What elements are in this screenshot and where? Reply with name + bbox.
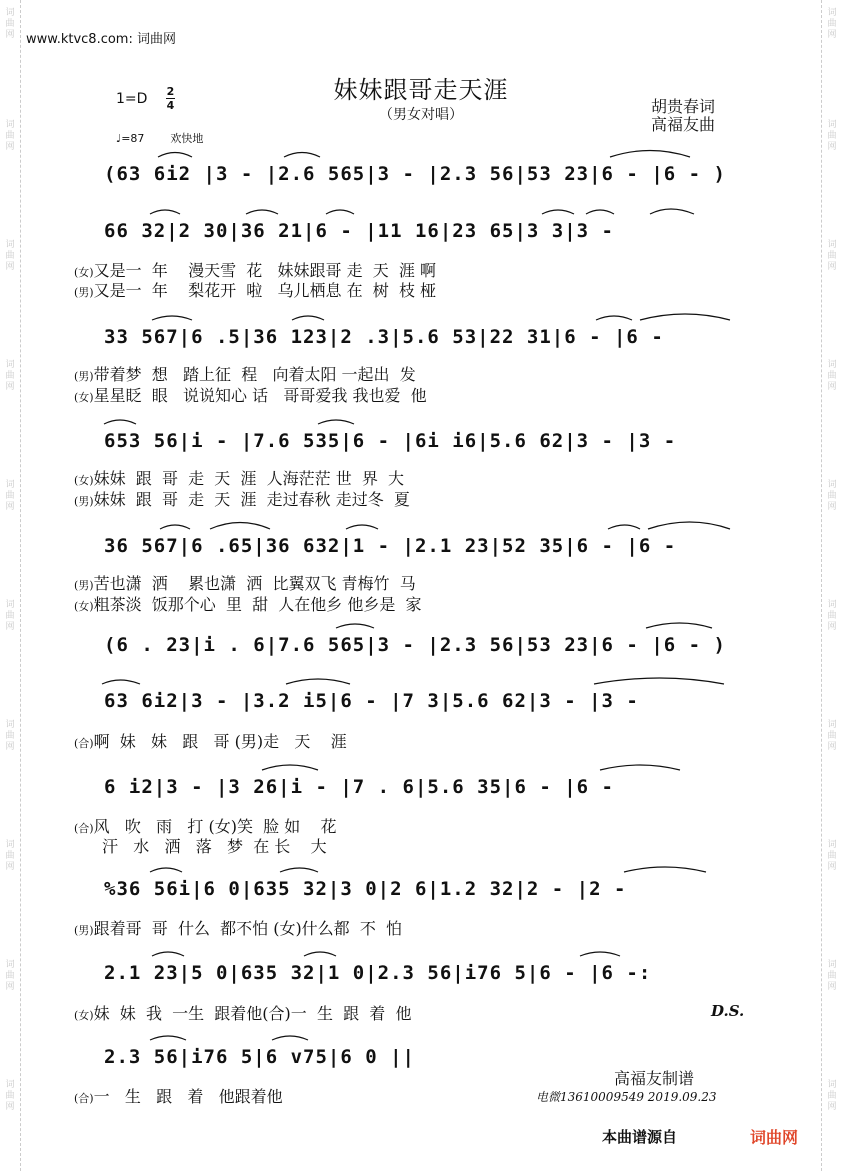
watermark: 词曲网 [827, 960, 837, 992]
watermark: 词曲网 [827, 840, 837, 872]
lyric-text: 风 吹 雨 打 (女)笑 脸 如 花 [93, 817, 337, 836]
lyric-text: 又是一 年 梨花开 啦 乌儿栖息 在 树 枝 桠 [93, 281, 437, 300]
lyric-line [74, 916, 402, 939]
notation-text: 2.3 56|i76 5|6 v75|6 0 || [104, 1046, 415, 1068]
notation-text: (6 . 23|i . 6|7.6 565|3 - |2.3 56|53 23|6 - |6 - ) [104, 634, 726, 656]
lyric-line [74, 362, 416, 385]
transcriber: 高福友制谱 [614, 1069, 695, 1088]
meter-top: 2 [166, 85, 175, 98]
site-url: www.ktvc8.com: 词曲网 [26, 32, 176, 47]
key-signature: 1=D [116, 91, 148, 107]
lyric-line [74, 592, 422, 615]
song-subtitle: （男女对唱） [379, 107, 463, 123]
meter-bottom: 4 [166, 99, 175, 112]
tempo-mark: ♩=87 [116, 132, 145, 145]
notation-text: 36 567|6 .65|36 632|1 - |2.1 23|52 35|6 - |6 - [104, 535, 677, 557]
lyric-text: 一 生 跟 着 他跟着他 [93, 1087, 283, 1106]
lyric-line [74, 1084, 283, 1107]
lyric-text: 星星眨 眼 说说知心 话 哥哥爱我 我也爱 他 [93, 386, 427, 405]
lyric-text: 啊 妹 妹 跟 哥 (男)走 天 涯 [93, 732, 347, 751]
watermark: 词曲网 [5, 600, 15, 632]
voice-tag: (女) [74, 600, 94, 613]
lyric-text: 妹妹 跟 哥 走 天 涯 走过春秋 走过冬 夏 [93, 490, 410, 509]
lyric-line [74, 466, 404, 489]
lyric-line [74, 487, 410, 510]
dal-segno-mark: D.S. [711, 1002, 745, 1020]
watermark: 词曲网 [827, 8, 837, 40]
lyric-line [74, 1001, 411, 1024]
notation-text: 653 56|i - |7.6 535|6 - |6i i6|5.6 62|3 - |3 - [104, 430, 677, 452]
notation-text: (63 6i2 |3 - |2.6 565|3 - |2.3 56|53 23|6 - |6 - ) [104, 163, 726, 185]
notation-text: 63 6i2|3 - |3.2 i5|6 - |7 3|5.6 62|3 - |3 - [104, 690, 639, 712]
watermark: 词曲网 [827, 240, 837, 272]
notation-text: 33 567|6 .5|36 123|2 .3|5.6 53|22 31|6 - |6 - [104, 326, 664, 348]
voice-tag: (女) [74, 474, 94, 487]
lyricist: 胡贵春词 [651, 97, 716, 116]
lyric-text: 粗茶淡 饭那个心 里 甜 人在他乡 他乡是 家 [93, 595, 422, 614]
lyric-line [102, 834, 327, 857]
voice-tag: (男) [74, 495, 94, 508]
watermark: 词曲网 [5, 360, 15, 392]
voice-tag: (合) [74, 1092, 94, 1105]
lyric-text: 汗 水 洒 落 梦 在 长 大 [102, 837, 327, 856]
footer-source: 本曲谱源自 [602, 1128, 678, 1146]
lyric-line [74, 571, 416, 594]
watermark: 词曲网 [5, 240, 15, 272]
lyric-text: 带着梦 想 踏上征 程 向着太阳 一起出 发 [93, 365, 416, 384]
watermark: 词曲网 [827, 120, 837, 152]
watermark: 词曲网 [5, 120, 15, 152]
lyric-text: 又是一 年 漫天雪 花 妹妹跟哥 走 天 涯 啊 [93, 261, 437, 280]
contact-date: 电微13610009549 2019.09.23 [536, 1090, 717, 1104]
notation-text: %36 56i|6 0|635 32|3 0|2 6|1.2 32|2 - |2 - [104, 878, 627, 900]
watermark: 词曲网 [827, 720, 837, 752]
voice-tag: (男) [74, 286, 94, 299]
lyric-line [74, 383, 427, 406]
voice-tag: (合) [74, 737, 94, 750]
watermark: 词曲网 [5, 960, 15, 992]
voice-tag: (女) [74, 266, 94, 279]
watermark: 词曲网 [5, 8, 15, 40]
lyric-line [74, 278, 436, 301]
notation-text: 2.1 23|5 0|635 32|1 0|2.3 56|i76 5|6 - |6 -: [104, 962, 652, 984]
lyric-line [74, 729, 347, 752]
site-logo[interactable]: 词曲网 [750, 1128, 799, 1147]
song-title: 妹妹跟哥走天涯 [333, 76, 509, 104]
voice-tag: (合) [74, 822, 94, 835]
voice-tag: (男) [74, 924, 94, 937]
notation-text: 66 32|2 30|36 21|6 - |11 16|23 65|3 3|3 - [104, 220, 614, 242]
lyric-text: 苦也潇 洒 累也潇 洒 比翼双飞 青梅竹 马 [93, 574, 416, 593]
lyric-text: 跟着哥 哥 什么 都不怕 (女)什么都 不 怕 [93, 919, 403, 938]
voice-tag: (女) [74, 1009, 94, 1022]
composer: 高福友曲 [651, 115, 716, 134]
notation-text: 6 i2|3 - |3 26|i - |7 . 6|5.6 35|6 - |6 - [104, 776, 614, 798]
watermark: 词曲网 [5, 840, 15, 872]
voice-tag: (女) [74, 391, 94, 404]
voice-tag: (男) [74, 370, 94, 383]
tempo-style: 欢快地 [170, 132, 204, 145]
watermark: 词曲网 [5, 720, 15, 752]
watermark: 词曲网 [5, 1080, 15, 1112]
lyric-text: 妹 妹 我 一生 跟着他(合)一 生 跟 着 他 [93, 1004, 412, 1023]
watermark: 词曲网 [827, 1080, 837, 1112]
watermark: 词曲网 [827, 480, 837, 512]
watermark: 词曲网 [827, 360, 837, 392]
voice-tag: (男) [74, 579, 94, 592]
watermark: 词曲网 [827, 600, 837, 632]
lyric-text: 妹妹 跟 哥 走 天 涯 人海茫茫 世 界 大 [93, 469, 405, 488]
watermark: 词曲网 [5, 480, 15, 512]
